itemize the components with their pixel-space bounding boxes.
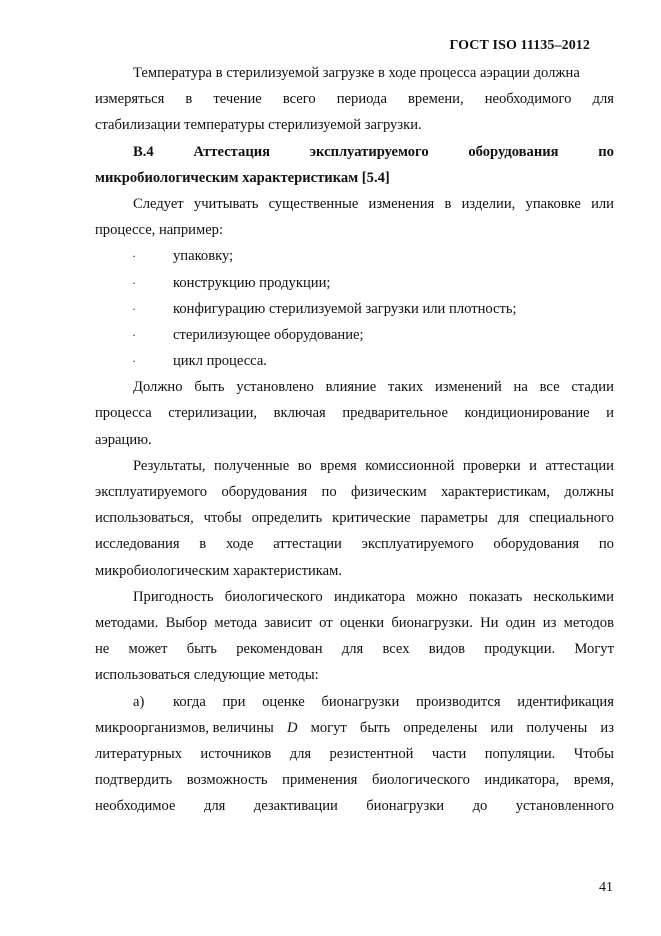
- word: рекомендован: [236, 641, 323, 658]
- word: бионагрузки: [366, 798, 445, 815]
- paragraph-line: [95, 400, 614, 426]
- paragraph-line: [95, 793, 614, 819]
- bullet-item: [95, 270, 614, 296]
- word: все: [539, 379, 560, 396]
- word: упаковке: [525, 195, 581, 212]
- paragraph-line: [95, 86, 614, 112]
- word: определить: [251, 510, 323, 527]
- paragraph-line: [95, 584, 614, 610]
- word: Выбор: [165, 614, 208, 631]
- word: необходимое: [95, 798, 176, 815]
- word: из: [600, 719, 614, 736]
- paragraph-line: Температура в стерилизуемой загрузке в ходе процесса аэрации должна: [133, 65, 580, 81]
- list-item-a-first-line: [95, 689, 614, 715]
- word: по: [598, 143, 614, 160]
- word: установленного: [515, 798, 614, 815]
- word: литературных: [95, 745, 183, 762]
- word: оценке: [262, 693, 305, 710]
- word: до: [472, 798, 488, 815]
- word: быть: [186, 641, 217, 658]
- word: стадии: [571, 379, 614, 396]
- word: биологического: [371, 772, 470, 789]
- bullet-text: упаковку;: [173, 248, 234, 265]
- word: производится: [415, 693, 501, 710]
- word: чтобы: [203, 510, 242, 527]
- bullet-item: [95, 348, 614, 374]
- variable-d: D: [286, 719, 298, 736]
- paragraph-line: [95, 505, 614, 531]
- document-header: ГОСТ ISO 11135–2012: [449, 38, 590, 53]
- word: методов: [563, 614, 614, 631]
- paragraph-line: стабилизации температуры стерилизуемой загрузки.: [95, 117, 422, 134]
- word: критические: [332, 510, 411, 527]
- word: в: [199, 536, 207, 553]
- word: физическим: [350, 484, 427, 500]
- word: периода: [336, 91, 387, 108]
- word: определены: [403, 719, 478, 736]
- word: методами.: [95, 614, 159, 631]
- word: при: [222, 693, 246, 710]
- word: исследования: [95, 536, 180, 553]
- word: несколькими: [533, 588, 614, 605]
- word: по: [598, 536, 614, 553]
- paragraph-line: процессе, например:: [95, 222, 224, 239]
- word: бионагрузки.: [391, 614, 473, 631]
- word: и: [529, 457, 537, 474]
- word: для: [203, 798, 226, 815]
- paragraph-line: [95, 453, 614, 479]
- word: один: [505, 614, 536, 631]
- bullet-text: цикл процесса.: [173, 353, 267, 370]
- word: продукции.: [484, 641, 556, 658]
- section-heading-line: микробиологическим характеристикам [5.4]: [95, 169, 390, 186]
- word: специального: [529, 510, 614, 527]
- paragraph-line: [95, 767, 614, 793]
- word: не: [95, 641, 110, 658]
- bullet-item: [95, 243, 614, 269]
- word: для: [497, 510, 520, 527]
- word: от: [319, 614, 333, 631]
- word: для: [341, 641, 364, 658]
- word: влияние: [325, 379, 377, 396]
- text-fragment: микроорганизмов, величины: [95, 719, 274, 736]
- word: эксплуатируемого: [361, 536, 474, 553]
- word: Результаты,: [133, 457, 206, 474]
- paragraph-line: аэрацию.: [95, 431, 152, 448]
- word: изменения: [368, 195, 435, 212]
- word: должны: [564, 484, 614, 500]
- word: стерилизации,: [168, 405, 258, 422]
- word: времени,: [408, 91, 464, 108]
- word: по: [321, 484, 337, 500]
- bullet-mark: ·: [132, 354, 136, 369]
- word: комиссионной: [365, 457, 455, 474]
- word: Аттестация: [193, 143, 271, 160]
- word: течение: [213, 91, 262, 108]
- word: ходе: [225, 536, 254, 553]
- word: дезактивации: [253, 798, 338, 815]
- bullet-mark: ·: [132, 327, 136, 342]
- word: для: [592, 91, 614, 108]
- word: части: [431, 745, 467, 762]
- paragraph-line: [95, 715, 614, 741]
- paragraph-line: использоваться следующие методы:: [95, 667, 319, 684]
- word: на: [513, 379, 528, 396]
- word: аттестации: [545, 457, 614, 474]
- word: предварительное: [342, 405, 448, 422]
- bullet-mark: ·: [132, 301, 136, 316]
- word: параметры: [420, 510, 488, 527]
- word: оборудования: [221, 484, 308, 500]
- document-body: [95, 60, 614, 819]
- bullet-text: стерилизующее оборудование;: [173, 326, 364, 343]
- word: время: [320, 457, 357, 474]
- list-item-label: а): [133, 693, 145, 710]
- word: характеристикам,: [440, 484, 551, 500]
- word: зависит: [264, 614, 312, 631]
- word: популяции.: [484, 745, 556, 762]
- word: Пригодность: [133, 588, 214, 605]
- paragraph-line: [95, 636, 614, 662]
- word: измеряться: [95, 91, 165, 108]
- word: таких: [387, 379, 424, 396]
- word: Могут: [574, 641, 614, 658]
- paragraph-line: микробиологическим характеристикам.: [95, 562, 342, 579]
- word: и: [606, 405, 614, 422]
- word: видов: [428, 641, 466, 658]
- word: эксплуатируемого: [309, 143, 429, 160]
- bullet-mark: ·: [132, 249, 136, 264]
- word: для: [289, 745, 312, 762]
- word: необходимого: [484, 91, 572, 108]
- word: В.4: [133, 143, 154, 160]
- word: когда: [173, 693, 206, 710]
- word: бионагрузки: [321, 693, 400, 710]
- bullet-item: [95, 296, 614, 322]
- word: в: [444, 195, 452, 212]
- paragraph-line: [95, 610, 614, 636]
- section-heading: [95, 139, 614, 165]
- word: можно: [416, 588, 458, 605]
- paragraph-line: [95, 374, 614, 400]
- word: идентификация: [517, 693, 614, 710]
- bullet-mark: ·: [132, 275, 136, 290]
- word: биологического: [224, 588, 323, 605]
- word: использоваться,: [95, 510, 194, 527]
- bullet-list: [95, 243, 614, 374]
- word: или: [591, 195, 614, 212]
- word: или: [490, 719, 514, 736]
- word: всего: [282, 91, 316, 108]
- word: полученные: [213, 457, 290, 474]
- word: быть: [359, 719, 391, 736]
- word: всех: [382, 641, 410, 658]
- word: из: [542, 614, 557, 631]
- word: быть: [194, 379, 225, 396]
- word: эксплуатируемого: [95, 484, 208, 500]
- word: возможность: [186, 772, 268, 789]
- word: индикатора: [333, 588, 406, 605]
- paragraph-line: [173, 689, 614, 715]
- word: установлено: [236, 379, 314, 396]
- word: источников: [200, 745, 272, 762]
- word: метода: [214, 614, 258, 631]
- paragraph-line: [95, 741, 614, 767]
- word: существенные: [268, 195, 359, 212]
- word: изменений: [434, 379, 502, 396]
- word: изделии,: [461, 195, 516, 212]
- word: время,: [573, 772, 614, 789]
- word: во: [297, 457, 312, 474]
- word: аттестации: [273, 536, 342, 553]
- word: включая: [273, 405, 326, 422]
- word: проверки: [462, 457, 521, 474]
- page-number: 41: [599, 880, 613, 895]
- word: в: [185, 91, 193, 108]
- word: Должно: [133, 379, 183, 396]
- word: применения: [282, 772, 358, 789]
- word: процесса: [95, 405, 152, 422]
- bullet-item: [95, 322, 614, 348]
- word: показать: [468, 588, 523, 605]
- word: подтвердить: [95, 772, 173, 789]
- word: Ни: [480, 614, 499, 631]
- word: могут: [310, 719, 347, 736]
- word: учитывать: [193, 195, 259, 212]
- word: получены: [526, 719, 588, 736]
- word: Следует: [133, 195, 184, 212]
- paragraph-line: [95, 191, 614, 217]
- word: оборудования: [493, 536, 580, 553]
- paragraph-line: [95, 479, 614, 505]
- word: резистентной: [329, 745, 414, 762]
- word: может: [128, 641, 168, 658]
- paragraph-line: [95, 531, 614, 557]
- bullet-text: конструкцию продукции;: [173, 274, 331, 291]
- word: оценки: [339, 614, 385, 631]
- word: оборудования: [468, 143, 559, 160]
- word: Чтобы: [573, 745, 614, 762]
- word: кондиционирование: [464, 405, 590, 422]
- word: индикатора,: [484, 772, 560, 789]
- bullet-text: конфигурацию стерилизуемой загрузки или плотность;: [173, 300, 517, 317]
